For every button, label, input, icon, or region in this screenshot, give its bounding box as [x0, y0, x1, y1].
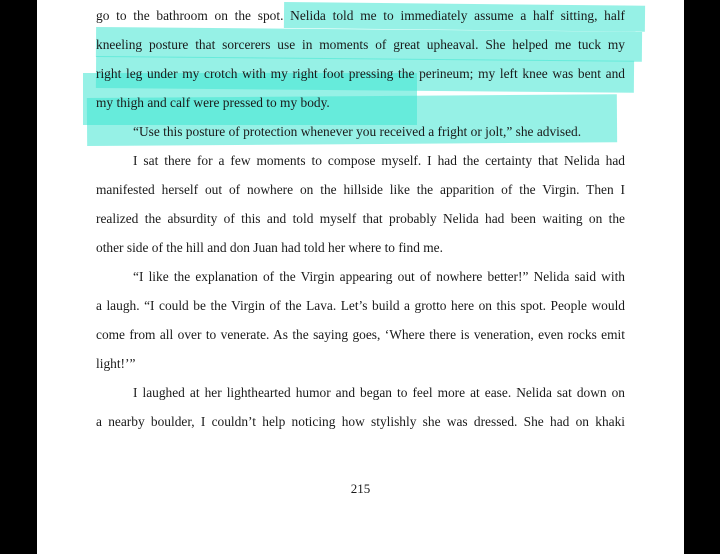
text-line: a nearby boulder, I couldn’t help noticing how stylishly she was dressed. She had on khaki — [96, 414, 625, 429]
text-line: right leg under my crotch with my right foot pressing the perineum; my left knee was bent and — [96, 66, 625, 81]
text-line: kneeling posture that sorcerers use in moments of great upheaval. She helped me tuck my — [96, 37, 625, 52]
text-line: manifested herself out of nowhere on the hillside like the apparition of the Virgin. Then I — [96, 182, 625, 197]
text-line: go to the bathroom on the spot. Nelida told me to immediately assume a half sitting, half — [96, 8, 625, 23]
text-line: a laugh. “I could be the Virgin of the Lava. Let’s build a grotto here on this spot. People would — [96, 298, 625, 313]
text-line: realized the absurdity of this and told myself that probably Nelida had been waiting on the — [96, 211, 625, 226]
text-line: my thigh and calf were pressed to my body. — [96, 95, 330, 110]
page-number: 215 — [350, 481, 371, 496]
text-line: other side of the hill and don Juan had told her where to find me. — [96, 240, 443, 255]
text-line: I sat there for a few moments to compose myself. I had the certainty that Nelida had — [133, 153, 625, 168]
text-line: “I like the explanation of the Virgin appearing out of nowhere better!” Nelida said with — [133, 269, 625, 284]
text-line: I laughed at her lighthearted humor and began to feel more at ease. Nelida sat down on — [133, 385, 625, 400]
text-line: light!’” — [96, 356, 136, 371]
text-line: come from all over to venerate. As the saying goes, ‘Where there is veneration, even rocks emit — [96, 327, 625, 342]
book-page — [37, 0, 684, 554]
text-line: “Use this posture of protection whenever you received a fright or jolt,” she advised. — [133, 124, 582, 139]
